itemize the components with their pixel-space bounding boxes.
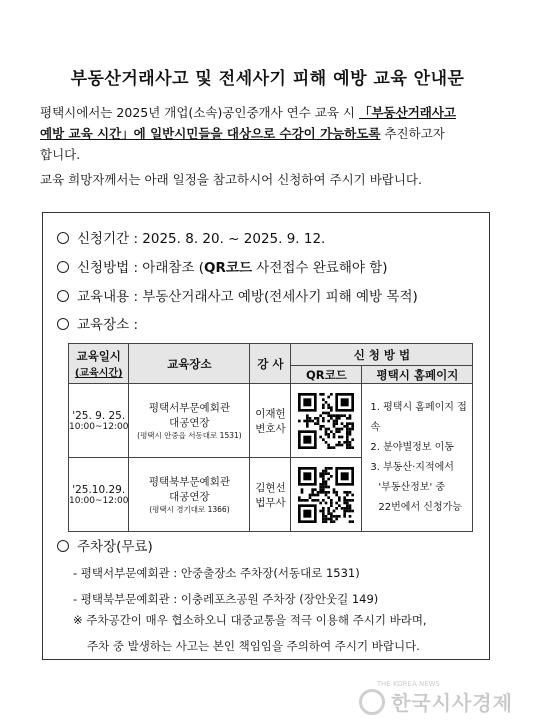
row-place: [129, 458, 250, 532]
time-text: 10:00~12:00: [69, 495, 129, 506]
info-box: [42, 212, 490, 660]
header-date: [69, 344, 129, 384]
lecturer-name: 김현선: [255, 481, 286, 494]
header-place: 교육장소: [129, 344, 250, 384]
intro-line-1: [40, 102, 500, 123]
intro-highlight: 예방 교육 시간」에 일반시민들을 대상으로 수강이 가능하도록: [40, 126, 381, 141]
watermark-logo-icon: [359, 689, 385, 715]
lecturer-name: 이재헌: [255, 407, 286, 420]
place-text: 교육장소 :: [77, 317, 139, 333]
header-qr: QR코드: [291, 366, 362, 384]
parking-item: [57, 535, 153, 555]
intro-line-2: [40, 123, 500, 144]
parking-note: [73, 607, 427, 659]
header-date-label: 교육일시: [76, 349, 121, 363]
parking-line-2: - 평택북부문예회관 : 이충레포츠공원 주차장 (장안웃길 149): [73, 592, 379, 606]
place-hall: 대공연장: [169, 417, 210, 429]
howto-step: 3. 부동산·지적에서: [370, 461, 454, 473]
qr-cell: [291, 458, 362, 532]
intro-paragraph: [40, 102, 500, 190]
header-homepage: 평택시 홈페이지: [362, 366, 473, 384]
method-text: 사전접수 완료해야 함): [252, 260, 388, 276]
date-text: '25.10.29.: [72, 483, 126, 496]
method-item: [57, 256, 388, 276]
place-name: 평택북부문예회관: [148, 476, 230, 488]
schedule-table: [68, 343, 473, 532]
method-qr-text: QR코드: [204, 260, 252, 276]
place-item: [57, 313, 138, 333]
intro-text: 평택시에서는 2025년 개업(소속)공인중개사 연수 교육 시: [40, 105, 359, 120]
circle-bullet-icon: [57, 290, 69, 302]
note-line: 주차 중 발생하는 사고는 본인 책임임을 주의하여 주시기 바랍니다.: [87, 639, 420, 653]
method-text: 신청방법 : 아래참조 (: [77, 260, 205, 276]
row-date: [69, 384, 129, 458]
qr-code-icon[interactable]: [298, 393, 354, 449]
date-text: '25. 9. 25.: [72, 409, 126, 422]
place-address: (평택시 경기대로 1366): [149, 505, 230, 514]
period-text: 신청기간 : 2025. 8. 20. ~ 2025. 9. 12.: [77, 231, 326, 247]
qr-code-icon[interactable]: [298, 467, 354, 523]
circle-bullet-icon: [57, 261, 69, 273]
howto-step: 1. 평택시 홈페이지 접속: [370, 401, 467, 433]
document-title: 부동산거래사고 및 전세사기 피해 예방 교육 안내문: [70, 69, 465, 89]
parking-title: 주차장(무료): [77, 539, 153, 555]
header-apply: 신 청 방 법: [291, 344, 473, 366]
watermark: [359, 687, 513, 716]
period-item: [57, 227, 325, 247]
homepage-howto: [362, 384, 473, 532]
note-line: ※ 주차공간이 매우 협소하오니 대중교통을 적극 이용해 주시기 바라며,: [73, 613, 427, 627]
howto-step: '부동산정보' 중: [378, 481, 446, 493]
intro-highlight: 「부동산거래사고: [358, 105, 457, 120]
parking-line-1: - 평택서부문예회관 : 안중출장소 주차장(서동대로 1531): [73, 566, 360, 580]
content-item: [57, 285, 418, 305]
circle-bullet-icon: [57, 232, 69, 244]
howto-step: 2. 분야별정보 이동: [370, 441, 454, 453]
row-lecturer: [250, 458, 291, 532]
lecturer-title: 변호사: [255, 422, 286, 435]
row-date: [69, 458, 129, 532]
circle-bullet-icon: [57, 540, 69, 552]
intro-line-4: 교육 희망자께서는 아래 일정을 참고하시어 신청하여 주시기 바랍니다.: [40, 172, 422, 187]
intro-text: 추진하고자: [380, 126, 445, 141]
watermark-subtext: THE KOREA NEWS: [376, 680, 440, 688]
watermark-text: 한국시사경제: [391, 691, 513, 715]
place-address: (평택시 안중읍 서동대로 1531): [137, 431, 242, 440]
content-text: 교육내용 : 부동산거래사고 예방(전세사기 피해 예방 목적): [77, 289, 418, 305]
place-hall: 대공연장: [169, 491, 210, 503]
header-lecturer: 강 사: [250, 344, 291, 384]
lecturer-title: 법무사: [255, 496, 286, 509]
row-lecturer: [250, 384, 291, 458]
place-name: 평택서부문예회관: [148, 402, 230, 414]
row-place: [129, 384, 250, 458]
howto-step: 22번에서 신청가능: [378, 501, 462, 513]
circle-bullet-icon: [57, 318, 69, 330]
time-text: 10:00~12:00: [69, 421, 129, 432]
qr-cell: [291, 384, 362, 458]
table-row: [69, 384, 473, 458]
header-time-label: (교육시간): [74, 368, 123, 379]
intro-line-3: 합니다.: [40, 147, 81, 162]
